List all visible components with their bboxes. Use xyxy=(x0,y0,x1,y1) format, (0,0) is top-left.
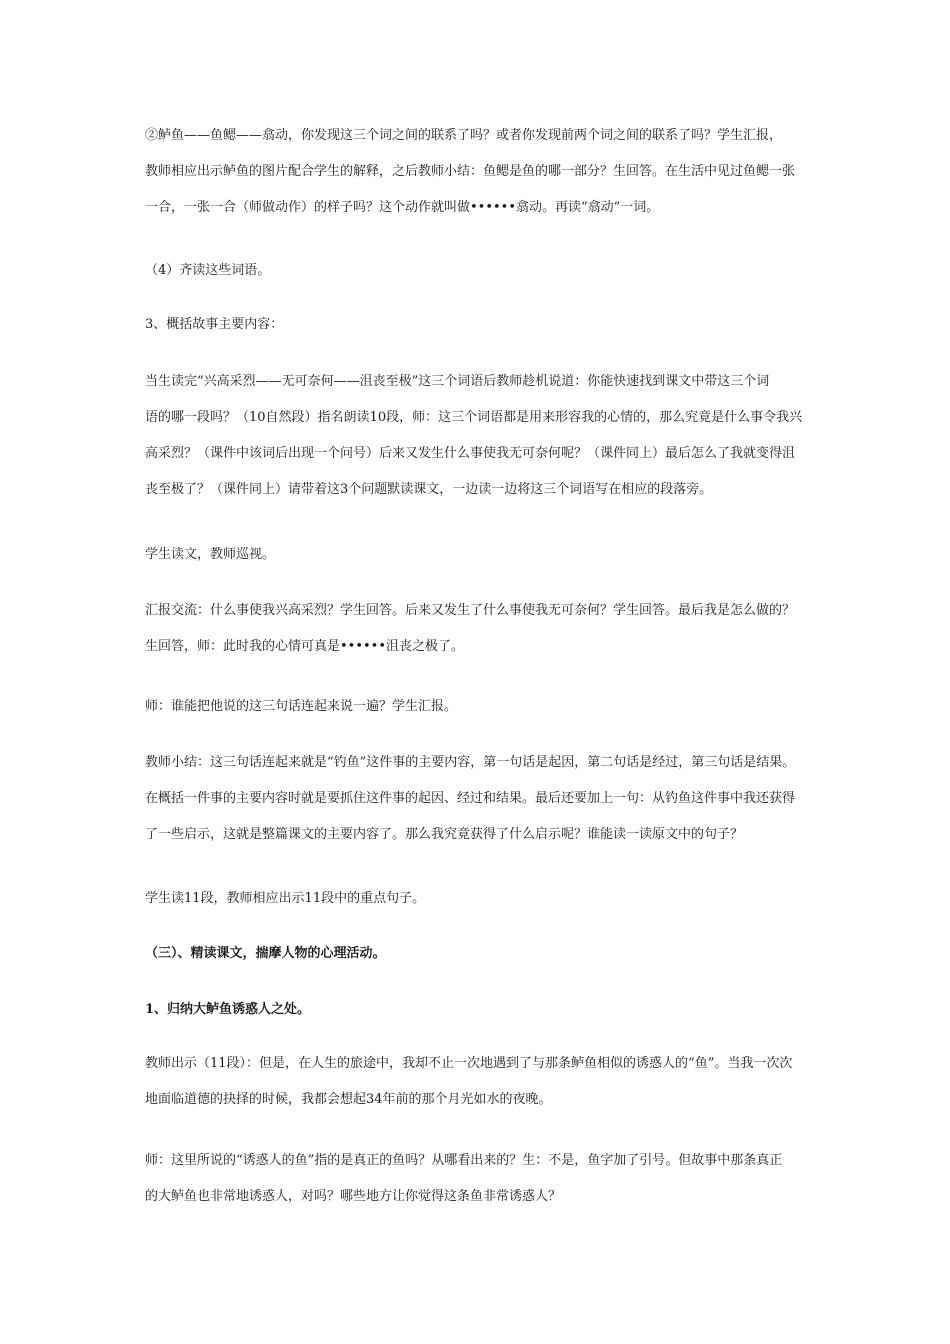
section-heading-summary xyxy=(145,307,820,343)
text-line: 师：这里所说的“诱惑人的鱼”指的是真正的鱼吗？从哪看出来的？生：不是，鱼字加了引号。但故事中那条真正 xyxy=(145,1153,783,1168)
text-line: 学生读11段，教师相应出示11段中的重点句子。 xyxy=(145,891,426,906)
paragraph-tempting-fish xyxy=(145,1143,820,1215)
text-line: （三）、精读课文，揣摩人物的心理活动。 xyxy=(145,946,386,961)
text-line: 高采烈？（课件中该词后出现一个问号）后来又发生什么事使我无可奈何呢？（课件同上）最后怎么了我就变得沮 xyxy=(145,446,796,461)
text-line: 语的哪一段吗？（10自然段）指名朗读10段，师：这三个词语都是用来形容我的心情的，那么究竟是什么事令我兴 xyxy=(145,410,803,425)
text-line: 生回答，师：此时我的心情可真是••••••沮丧之极了。 xyxy=(145,639,465,654)
paragraph-show-section-11 xyxy=(145,1046,820,1118)
text-line: 教师相应出示鲈鱼的图片配合学生的解释，之后教师小结：鱼鳃是鱼的哪一部分？生回答。在生活中见过鱼鳃一张 xyxy=(145,164,796,179)
section-heading-temptation xyxy=(145,992,820,1028)
paragraph-teacher-summary xyxy=(145,745,820,853)
text-line: 师：谁能把他说的这三句话连起来说一遍？学生汇报。 xyxy=(145,699,458,714)
text-line: ②鲈鱼——鱼鳃——翕动，你发现这三个词之间的联系了吗？或者你发现前两个词之间的联系了吗？学生汇报， xyxy=(145,128,783,143)
paragraph-compare-words xyxy=(145,118,820,226)
text-line: 了一些启示，这就是整篇课文的主要内容了。那么我究竟获得了什么启示呢？谁能读一读原文中的句子？ xyxy=(145,827,744,842)
paragraph-students-read xyxy=(145,537,820,573)
text-line: （4）齐读这些词语。 xyxy=(145,263,271,278)
text-line: 教师出示（11段）：但是，在人生的旅途中，我却不止一次地遇到了与那条鲈鱼相似的诱惑人的“鱼”。当我一次次 xyxy=(145,1056,793,1071)
text-line: 一合，一张一合（师做动作）的样子吗？这个动作就叫做••••••翕动。再读“翕动”一词。 xyxy=(145,200,660,215)
text-line: 3、概括故事主要内容： xyxy=(145,317,284,332)
text-line: 的大鲈鱼也非常地诱惑人，对吗？哪些地方让你觉得这条鱼非常诱惑人？ xyxy=(145,1189,562,1204)
text-line: 汇报交流：什么事使我兴高采烈？学生回答。后来又发生了什么事使我无可奈何？学生回答。最后我是怎么做的？ xyxy=(145,603,796,618)
paragraph-three-words xyxy=(145,364,820,508)
text-line: 地面临道德的抉择的时候，我都会想起34年前的那个月光如水的夜晚。 xyxy=(145,1092,552,1107)
text-line: 在概括一件事的主要内容时就是要抓住这件事的起因、经过和结果。最后还要加上一句：从钓鱼这件事中我还获得 xyxy=(145,791,796,806)
text-line: 丧至极了？（课件同上）请带着这3个问题默读课文，一边读一边将这三个词语写在相应的段落旁。 xyxy=(145,482,713,497)
section-heading-close-reading xyxy=(145,936,820,972)
paragraph-read-section-11 xyxy=(145,881,820,917)
text-line: 1、归纳大鲈鱼诱惑人之处。 xyxy=(145,1002,311,1017)
paragraph-read-words xyxy=(145,253,820,289)
text-line: 当生读完“兴高采烈——无可奈何——沮丧至极”这三个词语后教师趁机说道：你能快速找到课文中带这三个词 xyxy=(145,374,770,389)
text-line: 学生读文，教师巡视。 xyxy=(145,547,276,562)
text-line: 教师小结：这三句话连起来就是“钓鱼”这件事的主要内容，第一句话是起因，第二句话是经过，第三句话是结果。 xyxy=(145,755,796,770)
paragraph-report-exchange xyxy=(145,593,820,665)
paragraph-connect-sentences xyxy=(145,689,820,725)
